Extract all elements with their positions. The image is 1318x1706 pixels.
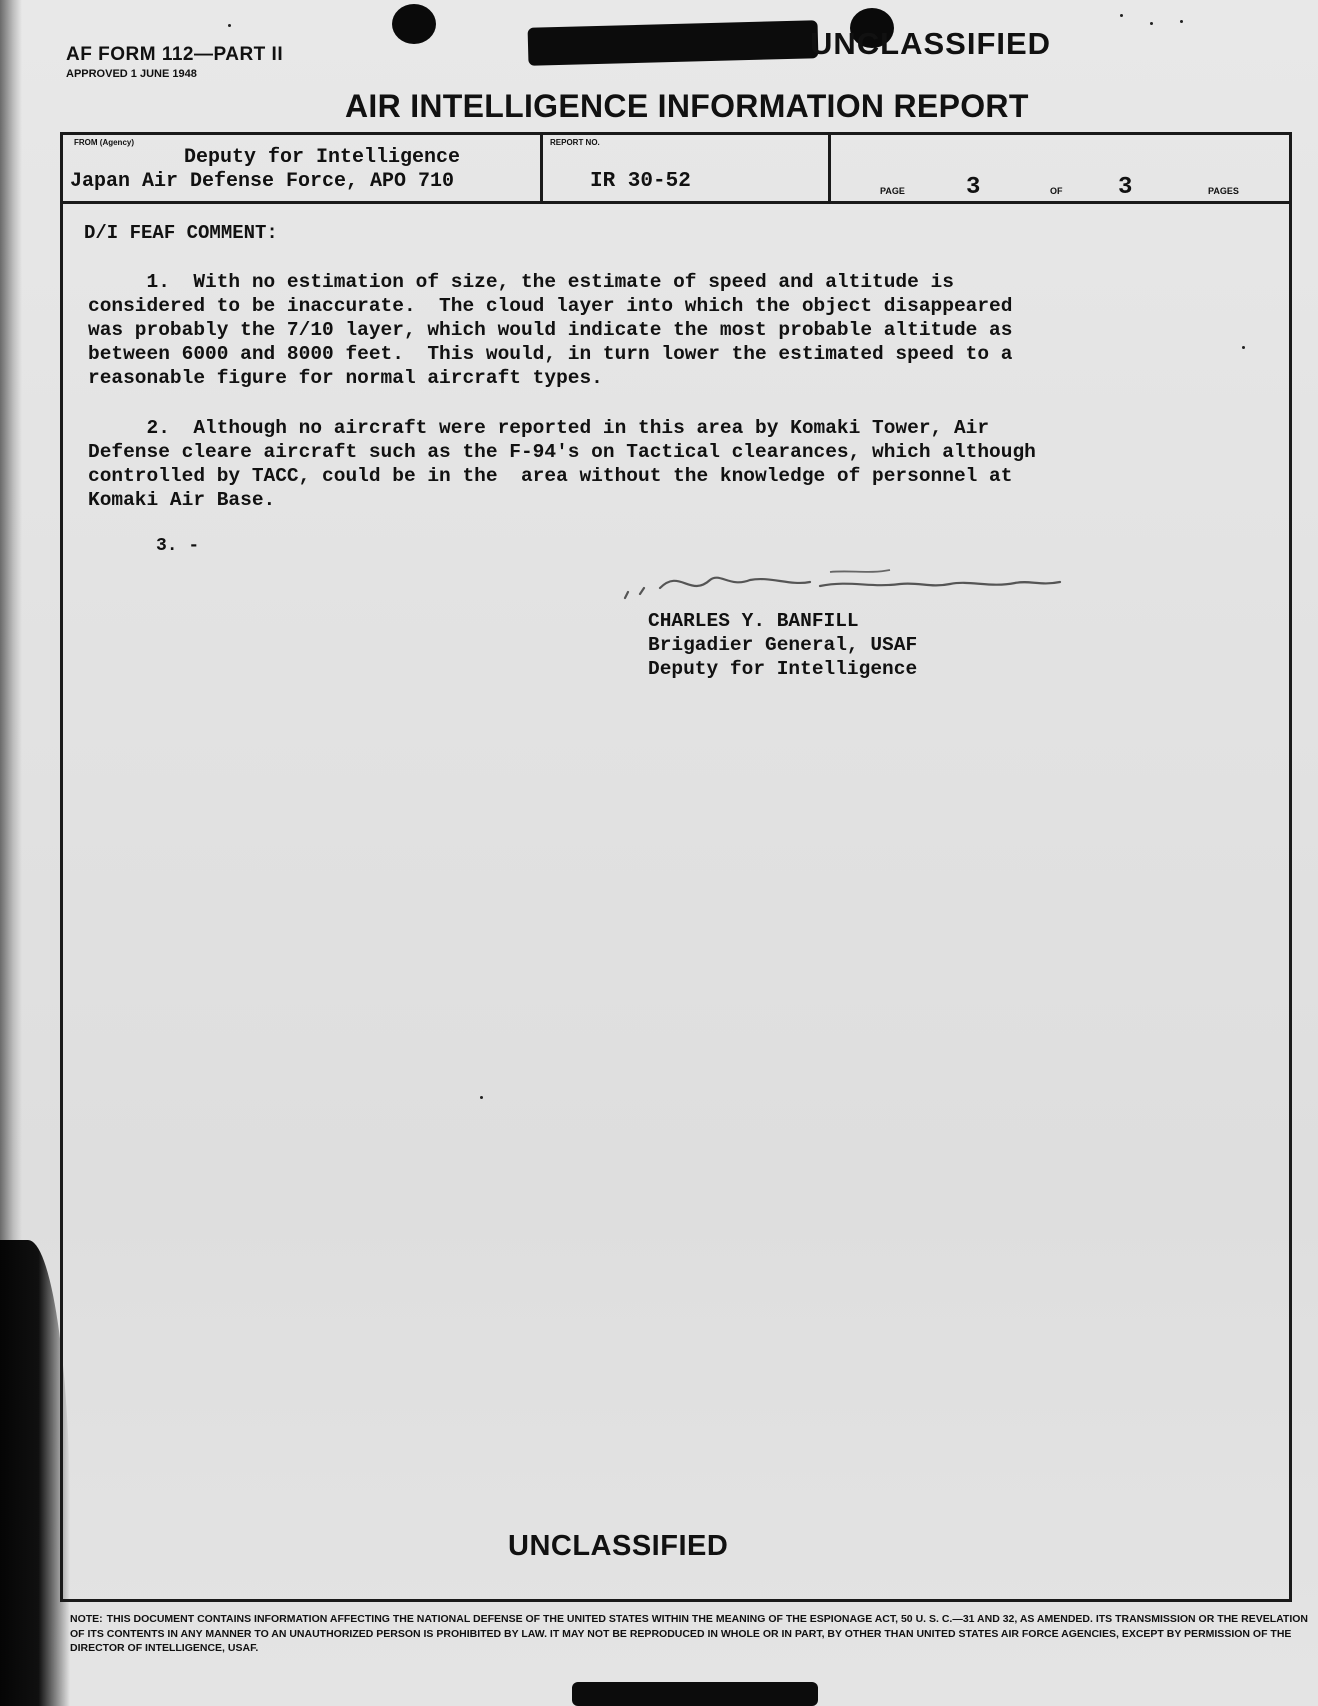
of-label: OF [1050, 186, 1063, 196]
footer-note [70, 1612, 1318, 1656]
page-label: PAGE [880, 186, 905, 196]
from-agency-line1: Deputy for Intelligence [184, 146, 461, 169]
signatory-title: Deputy for Intelligence [648, 658, 918, 680]
pages-label: PAGES [1208, 186, 1239, 196]
header-divider [828, 132, 831, 204]
paragraph-3-marker: 3. - [156, 536, 200, 556]
report-no-label: REPORT NO. [550, 138, 600, 147]
classification-bottom: UNCLASSIFIED [508, 1530, 729, 1562]
handwritten-signature [620, 558, 1090, 608]
header-divider [540, 132, 543, 204]
report-title: AIR INTELLIGENCE INFORMATION REPORT [345, 88, 1029, 124]
from-label: FROM (Agency) [74, 138, 134, 147]
form-approved-date: APPROVED 1 JUNE 1948 [66, 68, 197, 80]
report-number: IR 30-52 [590, 170, 691, 193]
total-pages: 3 [1118, 174, 1133, 201]
footer-note-label: NOTE: [70, 1613, 103, 1625]
scan-speck [1180, 20, 1183, 23]
classification-top: UNCLASSIFIED [810, 26, 1052, 61]
paragraph-1: 1. With no estimation of size, the estimate of speed and altitude is considered to be inaccurate. The cloud layer into which the object disappeared was probably the 7/10 layer, which would indicate the most probable altitude as between 6000 and 8000 feet. This would, in turn lower the estimated speed to a reasonable figure for normal aircraft types. [88, 271, 1013, 389]
section-heading: D/I FEAF COMMENT: [84, 222, 278, 244]
page-number: 3 [966, 174, 981, 201]
scan-speck [228, 24, 231, 27]
signatory-rank: Brigadier General, USAF [648, 634, 918, 656]
punch-hole-left [392, 4, 436, 44]
redaction-bar-bottom [572, 1682, 818, 1706]
redaction-bar-top [528, 20, 819, 66]
scan-speck [1120, 14, 1123, 17]
scan-speck [1150, 22, 1153, 25]
from-agency-line2: Japan Air Defense Force, APO 710 [70, 170, 455, 193]
footer-note-text: THIS DOCUMENT CONTAINS INFORMATION AFFECTING THE NATIONAL DEFENSE OF THE UNITED STATES WITHIN THE MEANING OF THE ESPIONAGE ACT, 50 U. S. C.—31 AND 32, AS AMENDED. ITS TRANSMISSION OR THE REVELATION OF ITS CONTENTS IN ANY MANNER TO AN UNAUTHORIZED PERSON IS PROHIBITED BY LAW. IT MAY NOT BE REPRODUCED IN WHOLE OR IN PART, BY OTHER THAN UNITED STATES AIR FORCE AGENCIES, EXCEPT BY PERMISSION OF THE DIRECTOR OF INTELLIGENCE, USAF. [70, 1613, 1308, 1654]
paragraph-2: 2. Although no aircraft were reported in this area by Komaki Tower, Air Defense cleare aircraft such as the F-94's on Tactical clearances, which although controlled by TACC, could be in the area without the knowledge of personnel at Komaki Air Base. [88, 417, 1036, 511]
form-identifier: AF FORM 112—PART II [66, 44, 284, 65]
signatory-name: CHARLES Y. BANFILL [648, 610, 859, 632]
